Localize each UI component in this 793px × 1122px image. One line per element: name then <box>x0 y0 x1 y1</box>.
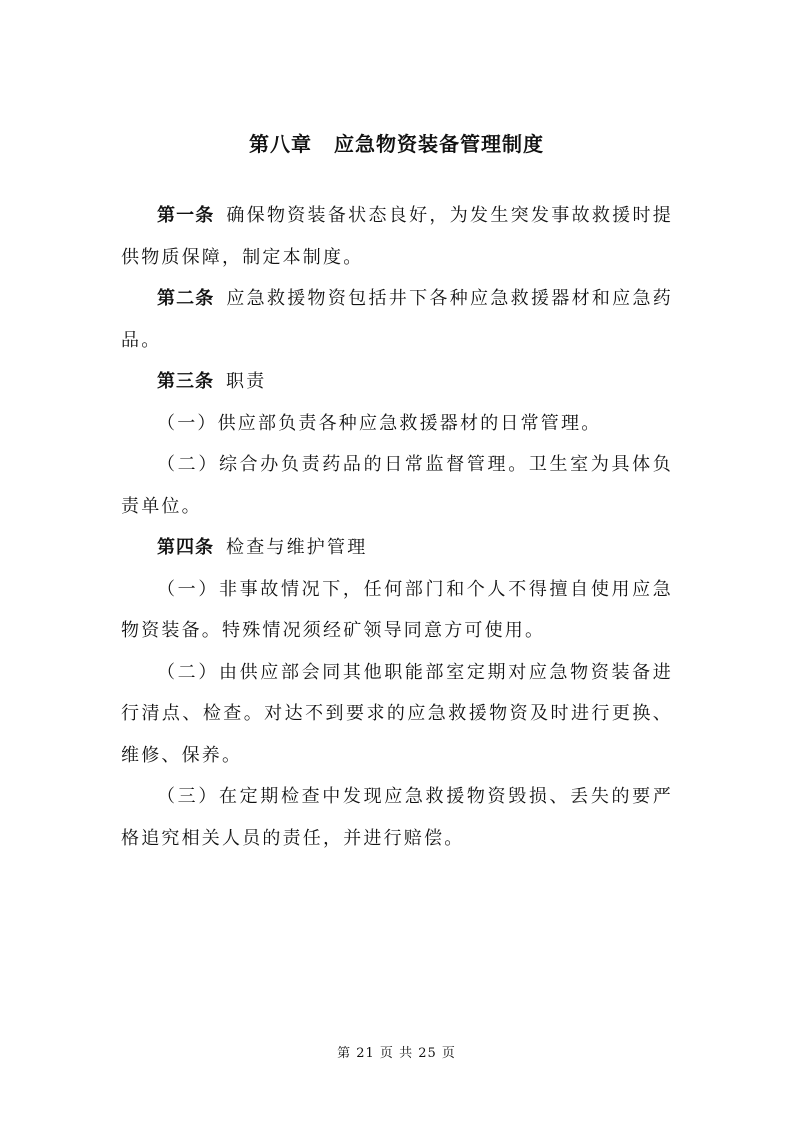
article-text: 职责 <box>226 371 267 392</box>
document-body <box>121 195 673 859</box>
page-number-label: 第 21 页 共 25 页 <box>337 1046 456 1061</box>
clause-paragraph <box>121 652 673 777</box>
clause-text: （一）非事故情况下，任何部门和个人不得擅自使用应急物资装备。特殊情况须经矿领导同意方可使用。 <box>121 578 673 641</box>
clause-text: （二）由供应部会同其他职能部室定期对应急物资装备进行清点、检查。对达不到要求的应急救援物资及时进行更换、维修、保养。 <box>121 661 673 766</box>
article-heading: 第三条 <box>157 371 214 392</box>
clause-text: （二）综合办负责药品的日常监督管理。卫生室为具体负责单位。 <box>121 454 673 517</box>
chapter-title <box>0 128 793 157</box>
clause-paragraph <box>121 569 673 652</box>
page-footer <box>0 1042 793 1061</box>
article-heading: 第四条 <box>157 537 214 558</box>
clause-paragraph <box>121 776 673 859</box>
clause-text: （一）供应部负责各种应急救援器材的日常管理。 <box>157 412 602 434</box>
article-paragraph <box>121 361 673 403</box>
article-text: 确保物资装备状态良好，为发生突发事故救援时提供物质保障，制定本制度。 <box>121 205 673 268</box>
clause-paragraph <box>121 403 673 445</box>
article-text: 应急救援物资包括井下各种应急救援器材和应急药品。 <box>121 288 673 351</box>
chapter-name: 应急物资装备管理制度 <box>334 132 544 156</box>
clause-paragraph <box>121 444 673 527</box>
article-heading: 第一条 <box>157 205 215 226</box>
article-text: 检查与维护管理 <box>226 537 368 558</box>
clause-text: （三）在定期检查中发现应急救援物资毁损、丢失的要严格追究相关人员的责任，并进行赔偿。 <box>121 786 673 849</box>
chapter-number: 第八章 <box>249 132 312 156</box>
article-heading: 第二条 <box>157 288 215 309</box>
article-paragraph <box>121 195 673 278</box>
article-paragraph <box>121 278 673 361</box>
article-paragraph <box>121 527 673 569</box>
